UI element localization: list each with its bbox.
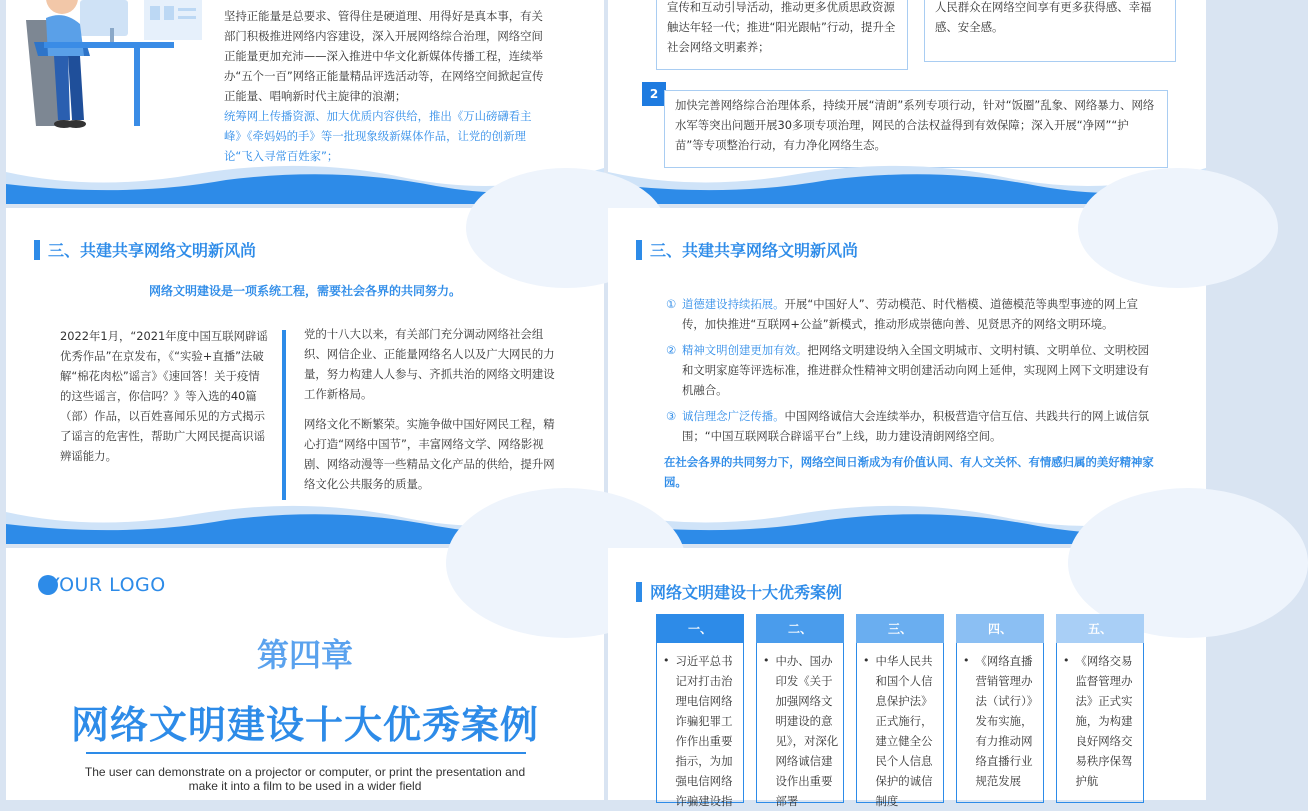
case-header: 三、 bbox=[856, 614, 944, 643]
case-body bbox=[656, 643, 744, 808]
logo bbox=[38, 574, 166, 596]
case-card bbox=[856, 614, 944, 808]
section-title-text: 三、共建共享网络文明新风尚 bbox=[48, 241, 257, 260]
list-item-text bbox=[682, 340, 1156, 400]
section-title bbox=[636, 580, 842, 603]
paragraph-joint-governance: 党的十八大以来，有关部门充分调动网络社会组织、网信企业、正能量网络名人以及广大网民的力量，努力构建人人参与、齐抓共治的网络文明建设工作新格局。 bbox=[304, 327, 555, 401]
slide-3[interactable] bbox=[6, 208, 604, 544]
paragraph-rumor-works: 2022年1月，“2021年度中国互联网辟谣优秀作品”在京发布，《“实验+直播”法破解“棉花肉松”谣言》《速回答！关于疫情的这些谣言，你信吗？》等入选的40篇（部）作品，以百姓喜闻乐见的方式揭示了谣言的危害性，帮助广大网民提高识谣辨谣能力。 bbox=[60, 329, 268, 463]
list-item-body: 中国网络诚信大会连续举办，积极营造守信互信、共践共行的网上诚信氛围；“中国互联网联合辟谣平台”上线，助力建设清朗网络空间。 bbox=[682, 409, 1150, 443]
list-item-body: 开展“中国好人”、劳动模范、时代楷模、道德模范等典型事迹的网上宣传，加快推进“互联网+公益”新模式，推动形成崇德向善、见贤思齐的网络文明环境。 bbox=[682, 297, 1139, 331]
info-box-governance-text: 加快完善网络综合治理体系，持续开展“清朗”系列专项行动，针对“饭圈”乱象、网络暴力、网络水军等突出问题开展30多项专项治理，网民的合法权益得到有效保障；深入开展“净网”“护苗”等专项整治行动，有力净化网络生态。 bbox=[675, 98, 1155, 152]
case-header: 二、 bbox=[756, 614, 844, 643]
list-item-lead: 精神文明创建更加有效。 bbox=[682, 343, 808, 357]
vertical-divider bbox=[282, 330, 286, 500]
slide-6[interactable] bbox=[608, 548, 1206, 808]
case-card bbox=[756, 614, 844, 808]
section-title bbox=[636, 238, 858, 261]
number-badge-2: 2 bbox=[642, 82, 666, 106]
english-line-2: make it into a film to be used in a wider field bbox=[188, 779, 422, 793]
case-card bbox=[956, 614, 1044, 803]
slide-2[interactable] bbox=[608, 0, 1206, 204]
info-box-right bbox=[924, 0, 1176, 62]
bullet-icon: • bbox=[1063, 654, 1070, 667]
english-description bbox=[6, 765, 604, 793]
english-line-1: The user can demonstrate on a projector or computer, or print the presentation and bbox=[84, 765, 526, 779]
list-item-text bbox=[682, 406, 1156, 446]
section-title-text: 网络文明建设十大优秀案例 bbox=[650, 583, 843, 602]
slide-4[interactable] bbox=[608, 208, 1206, 544]
case-body bbox=[1056, 643, 1144, 803]
conclusion-text: 在社会各界的共同努力下，网络空间日渐成为有价值认同、有人文关怀、有情感归属的美好精神家园。 bbox=[664, 455, 1154, 489]
case-body bbox=[756, 643, 844, 808]
case-header: 四、 bbox=[956, 614, 1044, 643]
background-blob bbox=[1078, 168, 1278, 288]
title-bar-marker bbox=[34, 240, 40, 260]
paragraph-positive-energy: 坚持正能量是总要求、管得住是硬道理、用得好是真本事，有关部门积极推进网络内容建设，深入开展网络综合治理，网络空间正能量更加充沛——深入推进中华文化新媒体传播工程，连续举办“五个一百”网络正能量精品评选活动等，在网络空间掀起宣传正能量、唱响新时代主旋律的浪潮； bbox=[224, 9, 544, 103]
title-bar-marker bbox=[636, 582, 642, 602]
case-text: 《网络直播营销管理办法（试行）》发布实施，有力推动网络直播行业规范发展 bbox=[975, 654, 1039, 788]
case-body bbox=[856, 643, 944, 808]
case-body bbox=[956, 643, 1044, 803]
slide-5[interactable] bbox=[6, 548, 604, 800]
chapter-title: 网络文明建设十大优秀案例 bbox=[70, 703, 539, 747]
paragraph-media-works: 统筹网上传播资源、加大优质内容供给，推出《万山磅礴看主峰》《牵妈妈的手》等一批现象级新媒体作品，让党的创新理论“飞入寻常百姓家”； bbox=[224, 109, 532, 163]
slide-subtitle: 网络文明建设是一项系统工程，需要社会各界的共同努力。 bbox=[148, 284, 461, 298]
case-text: 习近平总书记对打击治理电信网络诈骗犯罪工作作出重要指示，为加强电信网络诈骗建设指 bbox=[675, 654, 733, 808]
list-item bbox=[666, 294, 1156, 334]
case-card bbox=[656, 614, 744, 808]
section-title bbox=[34, 238, 256, 261]
section-title-text: 三、共建共享网络文明新风尚 bbox=[650, 241, 859, 260]
bullet-icon: • bbox=[863, 654, 870, 667]
list-item-text bbox=[682, 294, 1156, 334]
bullet-icon: • bbox=[663, 654, 670, 667]
slide-1[interactable] bbox=[6, 0, 604, 204]
info-box-left-text: 宣传和互动引导活动，推动更多优质思政资源触达年轻一代；推进“阳光跟帖”行动，提升全社会网络文明素养； bbox=[667, 0, 896, 54]
chapter-number: 第四章 bbox=[256, 636, 353, 674]
info-box-right-text: 人民群众在网络空间享有更多获得感、幸福感、安全感。 bbox=[935, 0, 1152, 34]
case-card bbox=[1056, 614, 1144, 803]
list-item-lead: 诚信理念广泛传播。 bbox=[682, 409, 785, 423]
case-text: 《网络交易监督管理办法》正式实施，为构建良好网络交易秩序保驾护航 bbox=[1075, 654, 1133, 788]
list-marker: ① bbox=[666, 297, 677, 311]
list-item bbox=[666, 340, 1156, 400]
bullet-icon: • bbox=[763, 654, 770, 667]
list-marker: ② bbox=[666, 343, 677, 357]
list-item bbox=[666, 406, 1156, 446]
title-bar-marker bbox=[636, 240, 642, 260]
title-underline bbox=[86, 752, 526, 754]
case-text: 中华人民共和国个人信息保护法》正式施行，建立健全公民个人信息保护的诚信制度 bbox=[875, 654, 933, 808]
paragraph-network-culture: 网络文化不断繁荣。实施争做中国好网民工程，精心打造“网络中国节”，丰富网络文学、网络影视剧、网络动漫等一些精品文化产品的供给，提升网络文化公共服务的质量。 bbox=[304, 417, 555, 491]
case-header: 五、 bbox=[1056, 614, 1144, 643]
person-at-desk-illustration bbox=[24, 0, 204, 130]
info-box-governance bbox=[664, 90, 1168, 168]
info-box-left bbox=[656, 0, 908, 70]
logo-text: YOUR LOGO bbox=[48, 574, 166, 596]
case-header: 一、 bbox=[656, 614, 744, 643]
case-text: 中办、国办印发《关于加强网络文明建设的意见》，对深化网络诚信建设作出重要部署 bbox=[775, 654, 839, 808]
list-item-body: 把网络文明建设纳入全国文明城市、文明村镇、文明单位、文明校园和文明家庭等评选标准，推进群众性精神文明创建活动向网上延伸，实现网上网下文明建设有机融合。 bbox=[682, 343, 1150, 397]
list-item-lead: 道德建设持续拓展。 bbox=[682, 297, 785, 311]
bullet-icon: • bbox=[963, 654, 970, 667]
list-marker: ③ bbox=[666, 409, 677, 423]
